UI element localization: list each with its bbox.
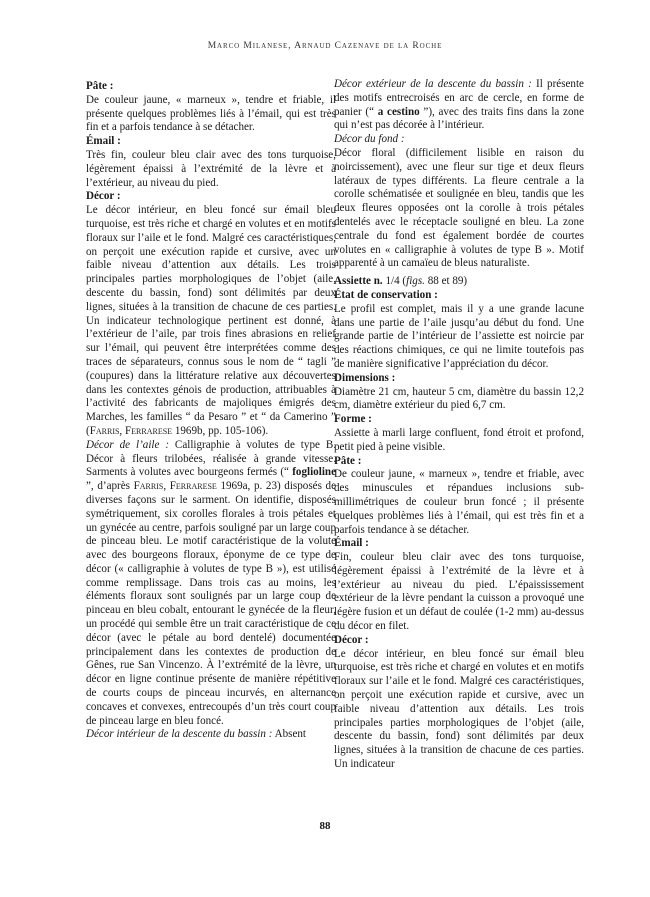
pate-heading-2: Pâte : [334, 454, 362, 467]
running-header: Marco Milanese, Arnaud Cazenave de la Roche [207, 41, 443, 51]
aile-bold-term: foglioline [292, 466, 336, 479]
fond-paragraph: Décor floral (difficilement lisible en raison du noircissement), avec une fleur sur tige et deux fleurs latéraux de types différents. La fleure centrale a la corolle schématisée et soulignée en bleu, tandis que les deux fleures opposées ont la corolle à trois pétales dentelés avec le réceptacle souligné en bleu. La zone centrale du fond est également bordée de courtes volutes en « calligraphie à volutes de type B ». Motif apparenté à un camaïeu de bleus naturaliste. [334, 146, 584, 270]
assiette-figs: figs. [406, 275, 425, 288]
aile-citation: Farris, Ferrarese [133, 480, 217, 493]
etat-paragraph: Le profil est complet, mais il y a une grande lacune dans une partie de l’aile jusqu’au début du fond. Une grande partie de l’intérieur de l’assiette est noircie par des réactions chimiques, ce qui ne limite toutefois pas de manière significative l’appréciation du décor. [334, 302, 584, 370]
pate-paragraph: De couleur jaune, « marneux », tendre et friable, il présente quelques problèmes liés à l’émail, qui est très fin et a parfois tendance à se détacher. [86, 93, 336, 134]
dimensions-paragraph: Diamètre 21 cm, hauteur 5 cm, diamètre du bassin 12,2 cm, diamètre extérieur du pied 6,7 cm. [334, 385, 584, 412]
exterior-paragraph [334, 78, 584, 133]
assiette-heading [334, 275, 584, 289]
decor-heading: Décor : [86, 190, 121, 203]
exterior-label: Décor extérieur de la descente du bassin : [334, 78, 532, 90]
assiette-number: 1/4 ( [382, 275, 407, 288]
exterior-bold-term: a cestino [377, 105, 420, 118]
decor-heading-2: Décor : [334, 633, 369, 646]
aile-text-3: 1969a, p. 23) disposés de diverses façons sur le sarment. On identifie, disposés symétriquement, six corolles florales à trois pétales et un gynécée au centre, parfois souligné par un large coup de pinceau bleu. Le motif caractéristique de la volute avec des bourgeons floraux, éponyme de ce type de décor (« calligraphie à volutes de type B »), est utilisé comme remplissage. Dans trois cas au moins, les éléments floraux sont soulignés par un large coup de pinceau en bleu cobalt, entourant le gynécée de la fleur, un procédé qui semble être un trait caractéristique de ce décor (avec le pétale au bord dentelé) documentée principalement dans les contextes de production de Gênes, rue San Vincenzo. À l’extrémité de la lèvre, un décor en ligne continue présente de manière répétitive de courts coups de pinceau incurvés, en alternance concaves et convexes, entrecoupés d’un très court coup de pinceau large en bleu foncé. [86, 480, 337, 727]
email-heading: Émail : [86, 135, 121, 148]
exterior-text-1: Il présente des motifs entrecroisés en arc de cercle, en forme de panier (“ [334, 78, 584, 118]
decor-paragraph [86, 204, 336, 439]
descente-label: Décor intérieur de la descente du bassin : [86, 728, 273, 741]
page-number: 88 [319, 820, 331, 832]
forme-heading: Forme : [334, 413, 372, 426]
assiette-label: Assiette n. [334, 275, 383, 288]
citation-farris-ferrarese: Farris, Ferrarese [89, 424, 173, 437]
forme-paragraph: Assiette à marli large confluent, fond étroit et profond, petit pied à peine visible. [334, 426, 584, 453]
aile-text-2: ”, d’après [86, 480, 134, 493]
aile-paragraph [86, 439, 336, 729]
etat-heading: État de conservation : [334, 288, 438, 301]
fond-label: Décor du fond : [334, 133, 405, 146]
aile-label: Décor de l’aile : [86, 438, 170, 451]
descente-paragraph [86, 728, 336, 742]
exterior-text-2: ”), avec des traits fins dans la zone qui n’est pas décorée à l’intérieur. [334, 105, 584, 132]
decor-text-2: 1969b, pp. 105-106). [172, 424, 269, 437]
left-column [86, 80, 336, 742]
dimensions-heading: Dimensions : [334, 371, 396, 384]
email-paragraph-2: Fin, couleur bleu clair avec des tons turquoise, légèrement épaissi à l’extrémité de la lèvre et à l’extérieur au niveau du pied. L’épaississement extérieur de la lèvre pendant la cuisson a provoqué une légère fusion et un défaut de coulée (1-2 mm) au-dessus du décor en filet. [334, 551, 584, 633]
decor-paragraph-2: Le décor intérieur, en bleu foncé sur émail bleu turquoise, est très riche et chargé en volutes et en motifs floraux sur l’aile et le fond. Malgré ces caractéristiques, on perçoit une exécution rapide et cursive, avec un faible niveau d’attention aux détails. Les trois principales parties morphologiques de l’objet (aile, descente du bassin, fond) sont délimités par deux lignes, situées à la transition de chacune de ces parties. Un indicateur [334, 647, 584, 771]
pate-paragraph-2: De couleur jaune, « marneux », tendre et friable, avec des minuscules et répandues inclusions sub-millimétriques de couleur brun foncé ; il présente quelques problèmes liés à l’émail, qui est très fin et a parfois tendance à se détacher. [334, 468, 584, 536]
right-column [334, 78, 584, 772]
pate-heading: Pâte : [86, 80, 114, 92]
email-heading-2: Émail : [334, 537, 369, 550]
decor-text-1: Le décor intérieur, en bleu foncé sur émail bleu turquoise, est très riche et chargé en volutes et en motifs floraux sur l’aile et le fond. Malgré ces caractéristiques, on perçoit une exécution rapide et cursive, avec un faible niveau d’attention aux détails. Les trois principales parties morphologiques de l’objet (aile, descente du bassin, fond) sont délimités par deux lignes, situées à la transition de chacune de ces parties. Un indicateur technologique pertinent est donné, à l’extérieur de l’aile, par trois fines abrasions en relief sur l’émail, qui peuvent être interprétées comme des traces de séparateurs, connus sous le nom de “ tagli ” (coupures) dans la littérature relative aux découvertes dans les contextes génois de production, attribuables à l’activité des fabricants de majoliques émigrés des Marches, les familles “ da Pesaro ” et “ da Camerino ” ( [86, 204, 336, 437]
assiette-figs-rest: 88 et 89) [424, 275, 468, 288]
email-paragraph: Très fin, couleur bleu clair avec des tons turquoise, légèrement épaissi à l’extrémité de la lèvre et à l’extérieur, au niveau du pied. [86, 148, 336, 189]
aile-text-1: Calligraphie à volutes de type B. Décor à fleurs trilobées, réalisée à grande vitesse. Sarments à volutes avec bourgeons fermés (“ [86, 438, 336, 479]
descente-text: Absent [272, 728, 306, 741]
